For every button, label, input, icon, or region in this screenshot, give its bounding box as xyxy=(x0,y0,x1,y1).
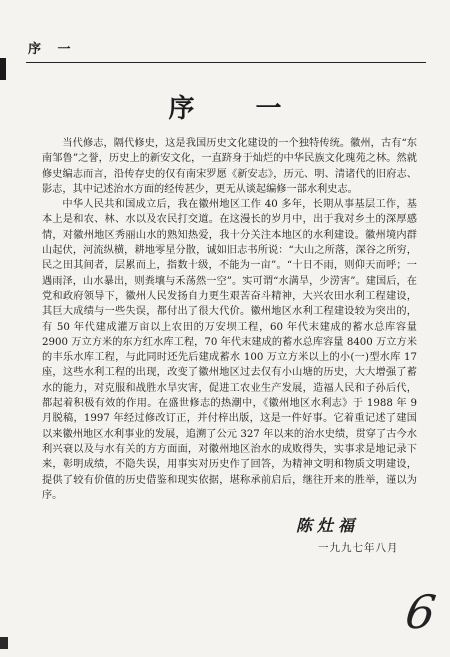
running-head: 序 一 xyxy=(28,42,77,57)
author-signature: 陈灶福 xyxy=(296,516,360,535)
preface-body xyxy=(42,136,417,503)
paragraph-1: 当代修志，隔代修史，这是我国历史文化建设的一个独特传统。徽州，古有“东南邹鲁”之誉，历史上的新安文化，一直跻身于灿烂的中华民族文化瑰苑之林。然就修史编志而言，沿传存史的仅有南宋罗愿《新安志》，历元、明、清诸代的旧府志、影志，其中记述治水方面的经传甚少，更无从谈起编修一部水利史志。 xyxy=(42,138,417,195)
binding-mark xyxy=(0,58,6,80)
page-number: 6 xyxy=(402,585,440,639)
header-rule xyxy=(26,62,426,63)
signature-date: 一九九七年八月 xyxy=(318,542,399,554)
paragraph-2: 中华人民共和国成立后，我在徽州地区工作 40 多年，长期从事基层工作，基本上是和农、林、水以及农民打交道。在这漫长的岁月中，出于我对乡土的深厚感情，对徽州地区秀丽山水的熟知热爱，我十分关注本地区的水利建设。徽州境内群山起伏，河流纵横，耕地零星分散，诚如旧志书所说：“大山之所落，深谷之所穷，民之田其间者，层累而上，指数十级，不能为一亩”。“十日不雨，则仰天而呼；一遇雨泽，山水暴出，则粪壤与禾荡然一空”。实可谓“水满旱，少涝害”。建国后，在党和政府领导下，徽州人民发扬自力更生艰苦奋斗精神，大兴农田水利工程建设，其巨大成绩与一些失误，都付出了很大代价。徽州地区水利工程建设较为突出的，有 50 年代建成灌万亩以上农田的万安坝工程，60 年代末建成的蓄水总库容量 2900 万立方米的东方红水库工程，70 年代末建成的蓄水总库容量 8400 万立方米的丰乐水库工程，与此同时还先后建成蓄水 100 万立方米以上的小(一)型水库 17 座，这些水利工程的出现，改变了徽州地区过去仅有小山塘的历史，大大增强了蓄水的能力，对克服和战胜水旱灾害，促进工农业生产发展，造福人民和子孙后代，都起着积极有效的作用。在盛世修志的热潮中，《徽州地区水利志》于 1988 年 9 月脱稿，1997 年经过修改订正，并付梓出版，这是一件好事。它着重记述了建国以来徽州地区水利事业的发展，追溯了公元 327 年以来的治水史绩，贯穿了古今水利兴衰以及与水有关的方方面面，对徽州地区治水的成败得失，实事求是地记录下来，彰明成绩，不隐失误，用事实对历史作了回答，为精神文明和物质文明建设，提供了较有价值的历史借鉴和现实依据，堪称承前启后，继往开来的胜举，谨以为序。 xyxy=(42,199,417,501)
page-title: 序 一 xyxy=(168,94,308,124)
corner-mark xyxy=(0,637,8,649)
